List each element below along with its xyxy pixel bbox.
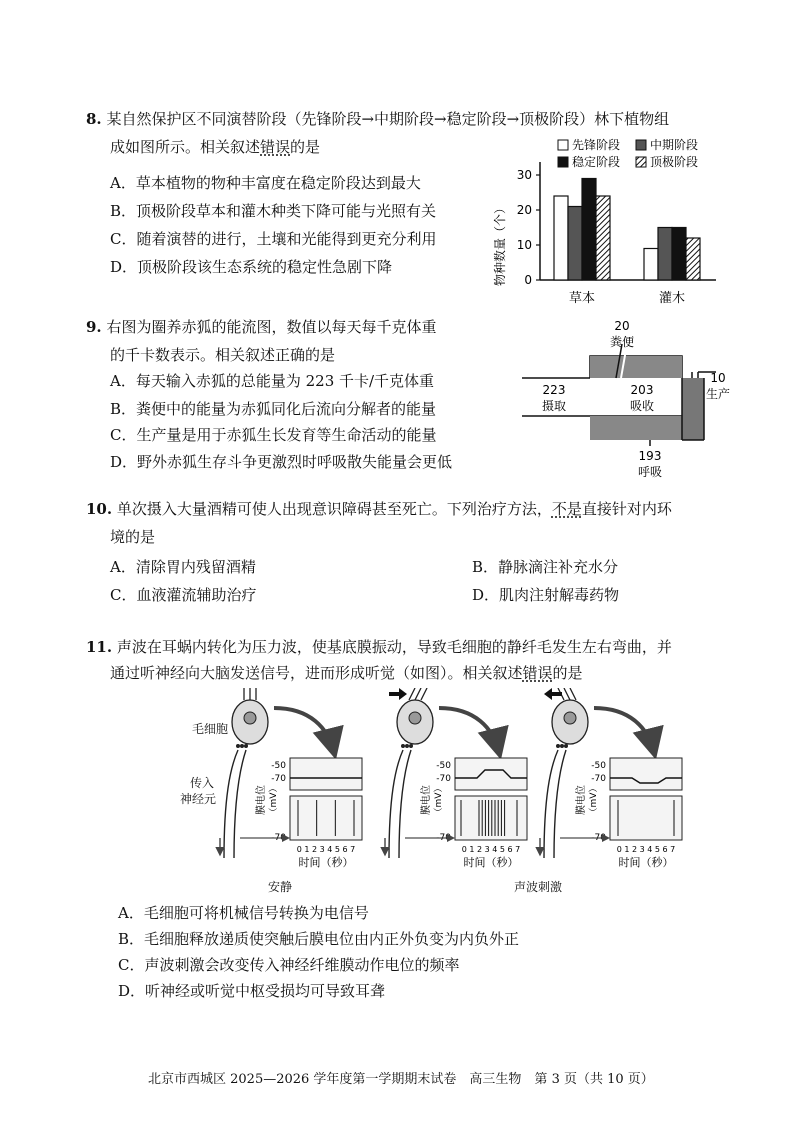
hair-cell-nucleus bbox=[409, 712, 421, 724]
synaptic-vesicle bbox=[236, 744, 240, 748]
y-axis-unit: （mV） bbox=[589, 783, 599, 817]
fig-caption-rest: 安静 bbox=[268, 880, 293, 894]
synaptic-vesicle bbox=[401, 744, 405, 748]
q10-stem-line1 bbox=[86, 498, 672, 520]
tick-label-minus50: -50 bbox=[271, 761, 286, 771]
legend-swatch-stable bbox=[558, 157, 568, 167]
q8-option-d: D．顶极阶段该生态系统的稳定性急剧下降 bbox=[110, 258, 393, 276]
arrow-right-icon bbox=[389, 688, 407, 700]
curved-arrow-icon bbox=[274, 708, 334, 752]
stereocilium bbox=[564, 688, 570, 700]
q9-option-b: B．粪便中的能量为赤狐同化后流向分解者的能量 bbox=[110, 400, 437, 418]
curved-arrow-icon bbox=[594, 708, 654, 752]
chart-ylabel: 物种数量（个） bbox=[493, 201, 507, 287]
chart-bar-herb-1 bbox=[554, 196, 568, 280]
q11-stem2a: 通过听神经向大脑发送信号，进而形成听觉（如图）。相关叙述 bbox=[110, 664, 523, 682]
hair-cell-nucleus bbox=[564, 712, 576, 724]
chart-category-label: 灌木 bbox=[658, 291, 686, 306]
stereocilium bbox=[415, 688, 421, 700]
respiration-block bbox=[590, 416, 682, 440]
y-axis-unit: （mV） bbox=[269, 783, 279, 817]
legend-swatch-pioneer bbox=[558, 140, 568, 150]
action-potential-plot bbox=[455, 796, 527, 840]
q8-bar-chart bbox=[488, 132, 728, 308]
q11-option-c: C．声波刺激会改变传入神经纤维膜动作电位的频率 bbox=[118, 956, 460, 974]
feces-value: 20 bbox=[614, 319, 630, 333]
q10-stem1c: 直接针对内环 bbox=[581, 500, 672, 518]
stereocilium bbox=[570, 688, 576, 700]
fig-caption-stim: 声波刺激 bbox=[514, 880, 563, 894]
chart-y-tick-label: 10 bbox=[516, 238, 532, 252]
q9-option-a: A．每天输入赤狐的总能量为 223 千卡/千克体重 bbox=[110, 372, 435, 390]
synaptic-vesicle bbox=[244, 744, 248, 748]
fig-hair-cell-label: 毛细胞 bbox=[192, 722, 229, 736]
chart-bar-herb-2 bbox=[568, 207, 582, 281]
intake-value: 223 bbox=[542, 383, 566, 397]
q8-stem-line1 bbox=[86, 108, 669, 130]
action-potential-plot bbox=[290, 796, 362, 840]
q9-stem1: 右图为圈养赤狐的能流图，数值以每天每千克体重 bbox=[106, 318, 437, 336]
chart-y-tick-label: 20 bbox=[516, 203, 532, 217]
tick-label-bottom: -70 bbox=[271, 833, 286, 843]
afferent-fiber-right bbox=[234, 750, 246, 858]
afferent-fiber-right bbox=[399, 750, 411, 858]
hair-cell-panel-1 bbox=[220, 688, 362, 869]
q10-stem1b: 不是 bbox=[551, 500, 582, 518]
q8-option-a: A．草本植物的物种丰富度在稳定阶段达到最大 bbox=[110, 174, 421, 192]
synaptic-vesicle bbox=[409, 744, 413, 748]
q11-option-d: D．听神经或听觉中枢受损均可导致耳聋 bbox=[118, 982, 386, 1000]
production-column bbox=[682, 378, 704, 440]
q8-option-c: C．随着演替的进行，土壤和光能得到更充分利用 bbox=[110, 230, 437, 248]
feces-label: 粪便 bbox=[609, 335, 635, 349]
q9-option-d: D．野外赤狐生存斗争更激烈时呼吸散失能量会更低 bbox=[110, 453, 453, 471]
y-axis-label: 膜电位 bbox=[256, 785, 267, 815]
chart-bar-shrub-1 bbox=[644, 249, 658, 281]
afferent-fiber-right bbox=[554, 750, 566, 858]
q9-stem-line1 bbox=[86, 316, 436, 338]
intake-label: 摄取 bbox=[541, 399, 567, 413]
chart-bar-shrub-4 bbox=[686, 238, 700, 280]
receptor-potential-plot bbox=[610, 758, 682, 790]
x-tick-labels: 0 1 2 3 4 5 6 7 bbox=[461, 845, 521, 854]
x-tick-labels: 0 1 2 3 4 5 6 7 bbox=[296, 845, 356, 854]
q10-option-d: D．肌肉注射解毒药物 bbox=[472, 586, 620, 604]
q10-stem1a: 单次摄入大量酒精可使人出现意识障碍甚至死亡。下列治疗方法， bbox=[116, 500, 552, 518]
q9-stem2: 的千卡数表示。相关叙述正确的是 bbox=[110, 346, 336, 364]
q10-stem2: 境的是 bbox=[110, 528, 156, 546]
q8-stem1: 某自然保护区不同演替阶段（先锋阶段→中期阶段→稳定阶段→顶极阶段）林下植物组 bbox=[106, 110, 670, 128]
q11-stem2b: 错误 bbox=[522, 664, 553, 682]
q11-option-a: A．毛细胞可将机械信号转换为电信号 bbox=[118, 904, 369, 922]
chart-bar-herb-3 bbox=[582, 179, 596, 281]
q9-option-c: C．生产量是用于赤狐生长发育等生命活动的能量 bbox=[110, 426, 437, 444]
stereocilium bbox=[421, 688, 427, 700]
tick-label-minus50: -50 bbox=[591, 761, 606, 771]
legend-swatch-middle bbox=[636, 140, 646, 150]
absorb-label: 吸收 bbox=[629, 399, 655, 413]
synaptic-vesicle bbox=[405, 744, 409, 748]
absorb-value: 203 bbox=[630, 383, 654, 397]
q10-option-a: A．清除胃内残留酒精 bbox=[110, 558, 256, 576]
q11-number: 11. bbox=[86, 638, 113, 656]
chart-category-label: 草本 bbox=[568, 291, 596, 306]
y-axis-unit: （mV） bbox=[434, 783, 444, 817]
production-value: 10 bbox=[710, 371, 726, 385]
q8-option-b: B．顶极阶段草本和灌木种类下降可能与光照有关 bbox=[110, 202, 437, 220]
q11-stem1: 声波在耳蜗内转化为压力波，使基底膜振动，导致毛细胞的静纤毛发生左右弯曲，并 bbox=[116, 638, 672, 656]
legend-swatch-climax bbox=[636, 157, 646, 167]
q11-stem-line1 bbox=[86, 636, 672, 658]
hair-cell-panel-3 bbox=[540, 688, 682, 869]
production-label: 生产 bbox=[705, 387, 731, 401]
receptor-potential-plot bbox=[290, 758, 362, 790]
page-footer: 北京市西城区 2025—2026 学年度第一学期期末试卷 高三生物 第 3 页（共 10 页） bbox=[148, 1072, 654, 1087]
x-tick-labels: 0 1 2 3 4 5 6 7 bbox=[616, 845, 676, 854]
chart-bar-shrub-2 bbox=[658, 228, 672, 281]
q11-option-b: B．毛细胞释放递质使突触后膜电位由内正外负变为内负外正 bbox=[118, 930, 520, 948]
legend-label-stable: 稳定阶段 bbox=[572, 155, 621, 169]
tick-label-minus70: -70 bbox=[436, 774, 451, 784]
q11-stem2c: 的是 bbox=[552, 664, 583, 682]
synaptic-vesicle bbox=[556, 744, 560, 748]
respiration-label: 呼吸 bbox=[637, 465, 663, 479]
q8-stem-line2 bbox=[110, 136, 320, 158]
action-potential-plot bbox=[610, 796, 682, 840]
q11-hair-cell-figure bbox=[200, 688, 690, 898]
synaptic-vesicle bbox=[564, 744, 568, 748]
x-axis-label: 时间（秒） bbox=[618, 856, 674, 869]
chart-bar-herb-4 bbox=[596, 196, 610, 280]
legend-label-climax: 顶极阶段 bbox=[650, 155, 699, 169]
q8-stem2c: 的是 bbox=[290, 138, 321, 156]
chart-bar-shrub-3 bbox=[672, 228, 686, 281]
fig-afferent-label-2: 神经元 bbox=[180, 792, 217, 806]
q10-option-b: B．静脉滴注补充水分 bbox=[472, 558, 619, 576]
q8-stem2b: 错误 bbox=[260, 138, 291, 156]
tick-label-minus70: -70 bbox=[271, 774, 286, 784]
x-axis-label: 时间（秒） bbox=[298, 856, 354, 869]
y-axis-label: 膜电位 bbox=[421, 785, 432, 815]
tick-label-bottom: -70 bbox=[591, 833, 606, 843]
feces-block bbox=[590, 356, 682, 378]
y-axis-label: 膜电位 bbox=[576, 785, 587, 815]
tick-label-minus70: -70 bbox=[591, 774, 606, 784]
q8-stem2a: 成如图所示。相关叙述 bbox=[110, 138, 261, 156]
stereocilium bbox=[409, 688, 415, 700]
fig-afferent-label-1: 传入 bbox=[190, 776, 215, 790]
curved-arrow-icon bbox=[439, 708, 499, 752]
respiration-value: 193 bbox=[638, 449, 662, 463]
chart-y-tick-label: 0 bbox=[524, 273, 532, 287]
synaptic-vesicle bbox=[240, 744, 244, 748]
q10-option-c: C．血液灌流辅助治疗 bbox=[110, 586, 257, 604]
chart-y-tick-label: 30 bbox=[516, 168, 532, 182]
chart-legend bbox=[558, 137, 698, 169]
hair-cell-panel-2 bbox=[385, 688, 527, 869]
tick-label-minus50: -50 bbox=[436, 761, 451, 771]
q8-number: 8. bbox=[86, 110, 102, 128]
legend-label-middle: 中期阶段 bbox=[650, 138, 699, 152]
hair-cell-nucleus bbox=[244, 712, 256, 724]
q11-stem-line2 bbox=[110, 662, 583, 684]
q10-number: 10. bbox=[86, 500, 113, 518]
synaptic-vesicle bbox=[560, 744, 564, 748]
q9-number: 9. bbox=[86, 318, 102, 336]
receptor-potential-plot bbox=[455, 758, 527, 790]
legend-label-pioneer: 先锋阶段 bbox=[572, 138, 621, 152]
tick-label-bottom: -70 bbox=[436, 833, 451, 843]
x-axis-label: 时间（秒） bbox=[463, 856, 519, 869]
q9-energy-flow-diagram bbox=[510, 316, 732, 488]
